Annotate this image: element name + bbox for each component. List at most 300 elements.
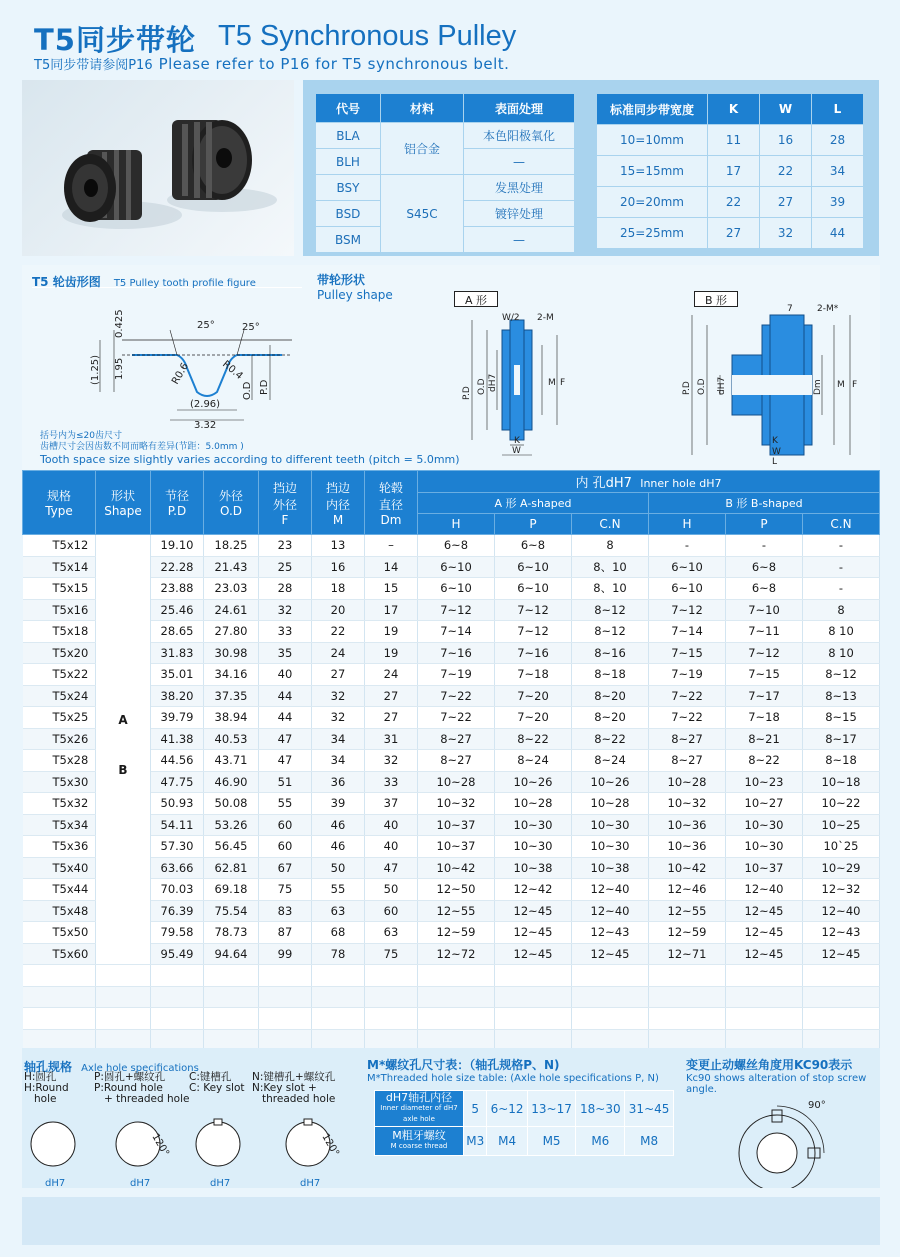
- value-cell: 8~13: [803, 685, 880, 707]
- b-dim-k: K: [772, 436, 778, 446]
- threaded-table: [374, 1090, 674, 1156]
- value-cell: 50: [365, 879, 418, 901]
- value-cell: 10~18: [803, 771, 880, 793]
- pulley-shape-label-cn: 带轮形状: [317, 273, 366, 287]
- value-cell: 22: [312, 621, 365, 643]
- treatment-cell: 本色阳极氧化: [464, 123, 575, 149]
- type-cell: T5x50: [23, 922, 96, 944]
- empty-cell: [649, 986, 726, 1008]
- width-value-cell: 22: [760, 156, 812, 187]
- empty-cell: [495, 1008, 572, 1030]
- shape-b: B: [118, 762, 128, 777]
- empty-cell: [23, 965, 96, 987]
- value-cell: 78.73: [204, 922, 259, 944]
- value-cell: 38.20: [151, 685, 204, 707]
- value-cell: 10~42: [649, 857, 726, 879]
- code-cell: BSY: [316, 175, 381, 201]
- value-cell: 56.45: [204, 836, 259, 858]
- value-cell: 24: [365, 664, 418, 686]
- value-cell: 12~46: [649, 879, 726, 901]
- empty-cell: [23, 1008, 96, 1030]
- value-cell: 7~19: [418, 664, 495, 686]
- value-cell: 18.25: [204, 535, 259, 557]
- value-cell: 35.01: [151, 664, 204, 686]
- value-cell: 8~18: [803, 750, 880, 772]
- axle-hole-circle: [196, 1122, 240, 1166]
- value-cell: 63: [365, 922, 418, 944]
- dim-angle-right: 25°: [242, 322, 260, 333]
- dim-r06: R0.6: [170, 361, 192, 387]
- product-photo: [22, 80, 294, 256]
- note-cn-1: 括号内为≤20齿尺寸: [40, 431, 122, 441]
- value-cell: 12~59: [418, 922, 495, 944]
- value-cell: 15: [365, 578, 418, 600]
- dim-od: O.D: [242, 381, 253, 400]
- value-cell: 83: [259, 900, 312, 922]
- axle-hole-circle: [31, 1122, 75, 1166]
- treatment-cell: —: [464, 149, 575, 175]
- dim-195: 1.95: [114, 357, 125, 380]
- a-dim-od: O.D: [477, 378, 487, 395]
- th-shape: [96, 471, 151, 535]
- value-cell: 10~30: [572, 814, 649, 836]
- axle-type-cn: P:圆孔+螺纹孔: [94, 1071, 166, 1083]
- value-cell: 25: [259, 556, 312, 578]
- value-cell: 23.03: [204, 578, 259, 600]
- value-cell: 7~20: [495, 685, 572, 707]
- value-cell: 10~28: [418, 771, 495, 793]
- value-cell: 10~37: [726, 857, 803, 879]
- value-cell: 76.39: [151, 900, 204, 922]
- type-cell: T5x36: [23, 836, 96, 858]
- type-cell: T5x44: [23, 879, 96, 901]
- value-cell: 7~17: [726, 685, 803, 707]
- kc90-title-cn: 变更止动螺丝角度用KC90表示: [686, 1058, 853, 1072]
- th-a-cn: C.N: [572, 514, 649, 535]
- value-cell: 75: [259, 879, 312, 901]
- table-row: [23, 879, 880, 901]
- value-cell: 7~14: [649, 621, 726, 643]
- th-type-en: Type: [45, 504, 73, 518]
- value-cell: 19: [365, 621, 418, 643]
- thread-cell: M5: [527, 1127, 576, 1156]
- code-cell: BSD: [316, 201, 381, 227]
- value-cell: 8~17: [803, 728, 880, 750]
- value-cell: 39.79: [151, 707, 204, 729]
- th-b-shaped: B 形 B-shaped: [649, 493, 880, 514]
- material-table: [315, 93, 575, 253]
- value-cell: 38.94: [204, 707, 259, 729]
- value-cell: 24.61: [204, 599, 259, 621]
- value-cell: 12~45: [495, 922, 572, 944]
- value-cell: 10`25: [803, 836, 880, 858]
- treatment-cell: 发黑处理: [464, 175, 575, 201]
- type-cell: T5x40: [23, 857, 96, 879]
- dim-296: (2.96): [190, 399, 221, 410]
- axle-type-en1: N:Key slot +: [252, 1082, 317, 1094]
- value-cell: 27: [312, 664, 365, 686]
- b-dim-7: 7: [787, 304, 793, 314]
- value-cell: 8: [572, 535, 649, 557]
- table-row: [23, 750, 880, 772]
- value-cell: 7~22: [418, 685, 495, 707]
- axle-dh7-label: dH7: [130, 1178, 151, 1189]
- value-cell: 19: [365, 642, 418, 664]
- width-row: [597, 156, 864, 187]
- type-cell: T5x15: [23, 578, 96, 600]
- value-cell: 94.64: [204, 943, 259, 965]
- threaded-row1-head: [375, 1091, 464, 1127]
- value-cell: 8~16: [572, 642, 649, 664]
- belt-width-cell: 10=10mm: [597, 125, 708, 156]
- tooth-profile-label-en: T5 Pulley tooth profile figure: [113, 278, 256, 289]
- value-cell: 8~22: [572, 728, 649, 750]
- table-row: [23, 664, 880, 686]
- value-cell: 14: [365, 556, 418, 578]
- value-cell: 44: [259, 685, 312, 707]
- dia-cell: 13~17: [527, 1091, 576, 1127]
- dim-332: 3.32: [194, 420, 217, 430]
- value-cell: 46.90: [204, 771, 259, 793]
- type-cell: T5x26: [23, 728, 96, 750]
- value-cell: 67: [259, 857, 312, 879]
- axle-type-en2: hole: [34, 1093, 57, 1105]
- width-table: [596, 93, 864, 249]
- page-title-cn: T5同步带轮: [34, 23, 196, 57]
- thread-cell: M4: [487, 1127, 527, 1156]
- a-dim-f: F: [560, 378, 566, 388]
- value-cell: 12~45: [726, 900, 803, 922]
- b-dim-m: M: [837, 380, 845, 390]
- th-od-en: O.D: [219, 504, 242, 518]
- b-dim-2m: 2-M*: [817, 304, 839, 314]
- empty-cell: [204, 986, 259, 1008]
- code-cell: BLH: [316, 149, 381, 175]
- tooth-profile-diagram: [82, 300, 322, 430]
- table-row: [23, 857, 880, 879]
- table-row: [23, 685, 880, 707]
- th-od-cn: 外径: [218, 489, 243, 503]
- value-cell: 10~36: [649, 836, 726, 858]
- value-cell: 95.49: [151, 943, 204, 965]
- value-cell: 8~24: [495, 750, 572, 772]
- value-cell: 32: [312, 707, 365, 729]
- code-cell: BSM: [316, 227, 381, 253]
- b-dim-l: L: [772, 457, 778, 465]
- dia-cell: 18~30: [576, 1091, 625, 1127]
- treatment-cell: —: [464, 227, 575, 253]
- axle-dh7-label: dH7: [210, 1178, 231, 1189]
- value-cell: 8~22: [726, 750, 803, 772]
- value-cell: 6~10: [649, 556, 726, 578]
- axle-type-en1: H:Round: [24, 1082, 69, 1094]
- a-dim-dh7: dH7: [488, 373, 498, 392]
- empty-cell: [649, 965, 726, 987]
- axle-title-en: Axle hole specifications: [81, 1063, 199, 1074]
- dim-125: (1.25): [90, 354, 101, 385]
- empty-cell: [365, 1008, 418, 1030]
- dim-angle-left: 25°: [197, 320, 215, 331]
- empty-cell: [96, 986, 151, 1008]
- width-value-cell: 32: [760, 218, 812, 249]
- value-cell: 6~8: [418, 535, 495, 557]
- axle-type-en2: threaded hole: [262, 1093, 336, 1105]
- th-shape-en: Shape: [104, 504, 142, 518]
- threaded-row2-head: [375, 1127, 464, 1156]
- value-cell: 6~10: [495, 556, 572, 578]
- value-cell: 12~45: [495, 900, 572, 922]
- dia-cell: 6~12: [487, 1091, 527, 1127]
- table-row: [23, 535, 880, 557]
- value-cell: 50.08: [204, 793, 259, 815]
- value-cell: 8~12: [572, 621, 649, 643]
- th-shape-cn: 形状: [110, 489, 135, 503]
- value-cell: 69.18: [204, 879, 259, 901]
- axle-title-cn: 轴孔规格: [24, 1060, 73, 1074]
- value-cell: 7~11: [726, 621, 803, 643]
- th-dm-en: Dm: [380, 512, 402, 527]
- subtitle-cn: T5同步带请参阅P16: [34, 58, 153, 73]
- empty-cell: [803, 986, 880, 1008]
- value-cell: 8 10: [803, 642, 880, 664]
- value-cell: 40.53: [204, 728, 259, 750]
- value-cell: 8~27: [649, 750, 726, 772]
- type-cell: T5x18: [23, 621, 96, 643]
- dia-cell: 5: [464, 1091, 487, 1127]
- value-cell: 10~37: [418, 814, 495, 836]
- value-cell: 30.98: [204, 642, 259, 664]
- value-cell: 10~25: [803, 814, 880, 836]
- table-row: [23, 836, 880, 858]
- empty-cell: [312, 965, 365, 987]
- value-cell: 55: [259, 793, 312, 815]
- a-shape-label: A 形: [454, 291, 498, 307]
- value-cell: 10~30: [572, 836, 649, 858]
- value-cell: 32: [259, 599, 312, 621]
- axle-type-en1: C: Key slot: [189, 1082, 245, 1094]
- value-cell: 7~15: [726, 664, 803, 686]
- value-cell: 12~40: [572, 879, 649, 901]
- dia-cell: 31~45: [625, 1091, 674, 1127]
- value-cell: 12~45: [572, 943, 649, 965]
- value-cell: -: [803, 535, 880, 557]
- width-value-cell: 27: [760, 187, 812, 218]
- value-cell: -: [803, 556, 880, 578]
- value-cell: 10~38: [572, 857, 649, 879]
- empty-cell: [418, 1008, 495, 1030]
- value-cell: 21.43: [204, 556, 259, 578]
- empty-cell: [649, 1008, 726, 1030]
- th-pd: [151, 471, 204, 535]
- empty-cell: [572, 1008, 649, 1030]
- value-cell: 7~18: [726, 707, 803, 729]
- value-cell: 37.35: [204, 685, 259, 707]
- value-cell: 10~42: [418, 857, 495, 879]
- empty-cell: [204, 1008, 259, 1030]
- value-cell: 10~32: [649, 793, 726, 815]
- axle-type-cn: H:圆孔: [24, 1071, 57, 1083]
- value-cell: 7~10: [726, 599, 803, 621]
- th-pd-en: P.D: [167, 504, 187, 518]
- value-cell: 39: [312, 793, 365, 815]
- b-dim-od: O.D: [697, 378, 707, 395]
- value-cell: 46: [312, 836, 365, 858]
- empty-cell: [365, 986, 418, 1008]
- value-cell: 25.46: [151, 599, 204, 621]
- value-cell: 50: [312, 857, 365, 879]
- width-value-cell: 11: [708, 125, 760, 156]
- value-cell: 10~22: [803, 793, 880, 815]
- value-cell: 17: [365, 599, 418, 621]
- axle-type-en1: P:Round hole: [94, 1082, 163, 1094]
- value-cell: 63: [312, 900, 365, 922]
- spec-table: [22, 470, 880, 1094]
- axle-dh7-label: dH7: [300, 1178, 321, 1189]
- value-cell: 51: [259, 771, 312, 793]
- table-row: [23, 556, 880, 578]
- value-cell: 6~10: [495, 578, 572, 600]
- value-cell: 7~12: [495, 599, 572, 621]
- th-f-cn: 挡边外径: [272, 480, 297, 512]
- width-value-cell: 17: [708, 156, 760, 187]
- th-a-shaped: A 形 A-shaped: [418, 493, 649, 514]
- th-m-cn: 挡边内径: [325, 480, 350, 512]
- value-cell: 8~12: [572, 599, 649, 621]
- empty-cell: [803, 1008, 880, 1030]
- value-cell: 7~19: [649, 664, 726, 686]
- value-cell: –: [365, 535, 418, 557]
- value-cell: 7~22: [649, 685, 726, 707]
- treatment-cell: 镀锌处理: [464, 201, 575, 227]
- value-cell: 19.10: [151, 535, 204, 557]
- bottom-panel: [22, 1048, 880, 1188]
- value-cell: 23.88: [151, 578, 204, 600]
- empty-cell: [365, 965, 418, 987]
- th-od: [204, 471, 259, 535]
- tooth-profile-header: [32, 271, 302, 288]
- value-cell: 40: [259, 664, 312, 686]
- empty-cell: [572, 986, 649, 1008]
- value-cell: 63.66: [151, 857, 204, 879]
- table-row: [23, 642, 880, 664]
- value-cell: 28: [259, 578, 312, 600]
- width-value-cell: 39: [812, 187, 864, 218]
- thread-cell: M6: [576, 1127, 625, 1156]
- a-shape-diagram: [442, 310, 592, 460]
- value-cell: 55: [312, 879, 365, 901]
- value-cell: 44: [259, 707, 312, 729]
- a-dim-k: K: [514, 436, 520, 446]
- th-f-en: F: [281, 512, 289, 527]
- value-cell: 12~43: [572, 922, 649, 944]
- empty-cell: [418, 986, 495, 1008]
- value-cell: 10~26: [572, 771, 649, 793]
- a-dim-pd: P.D: [462, 386, 472, 400]
- code-cell: BLA: [316, 123, 381, 149]
- value-cell: 10~28: [572, 793, 649, 815]
- table-row: [23, 578, 880, 600]
- value-cell: -: [803, 578, 880, 600]
- value-cell: 10~30: [726, 814, 803, 836]
- value-cell: 47: [365, 857, 418, 879]
- axle-type-0: [24, 1072, 69, 1105]
- value-cell: 8、10: [572, 578, 649, 600]
- value-cell: 7~12: [418, 599, 495, 621]
- dim-pd: P.D: [259, 379, 270, 395]
- empty-cell: [312, 1008, 365, 1030]
- width-value-cell: 44: [812, 218, 864, 249]
- material-cell: 铝合金: [381, 123, 464, 175]
- value-cell: 47: [259, 750, 312, 772]
- width-row: [597, 187, 864, 218]
- empty-cell: [151, 965, 204, 987]
- value-cell: 10~23: [726, 771, 803, 793]
- shape-a: A: [118, 712, 128, 727]
- value-cell: 8~20: [572, 707, 649, 729]
- value-cell: 12~72: [418, 943, 495, 965]
- value-cell: 12~43: [803, 922, 880, 944]
- type-cell: T5x20: [23, 642, 96, 664]
- table-row: [23, 771, 880, 793]
- type-cell: T5x22: [23, 664, 96, 686]
- shape-cell: [96, 535, 151, 965]
- axle-types: [24, 1072, 364, 1112]
- threaded-title-cn: M*螺纹孔尺寸表：（轴孔规格P、N): [367, 1058, 560, 1072]
- empty-cell: [726, 986, 803, 1008]
- value-cell: 10~26: [495, 771, 572, 793]
- col-belt-width: 标准同步带宽度: [597, 94, 708, 125]
- b-dim-w: W: [772, 447, 781, 457]
- b-dim-dm: Dm: [813, 379, 823, 395]
- a-dim-m: M: [548, 378, 556, 388]
- value-cell: 12~40: [572, 900, 649, 922]
- type-cell: T5x16: [23, 599, 96, 621]
- axle-type-1: [94, 1072, 189, 1105]
- threaded-row1-head-cn: dH7轴孔内径: [385, 1091, 453, 1104]
- value-cell: 27.80: [204, 621, 259, 643]
- tooth-profile-label-cn: T5 轮齿形图: [32, 275, 101, 289]
- table-row: [23, 922, 880, 944]
- value-cell: 28.65: [151, 621, 204, 643]
- table-row: [23, 814, 880, 836]
- value-cell: 31.83: [151, 642, 204, 664]
- width-row: [597, 125, 864, 156]
- value-cell: 60: [259, 836, 312, 858]
- value-cell: 37: [365, 793, 418, 815]
- value-cell: 10~28: [649, 771, 726, 793]
- b-dim-pd: P.D: [682, 381, 692, 395]
- value-cell: 7~12: [495, 621, 572, 643]
- value-cell: 12~42: [495, 879, 572, 901]
- th-b-p: P: [726, 514, 803, 535]
- a-dim-2m: 2-M: [537, 313, 554, 323]
- type-cell: T5x25: [23, 707, 96, 729]
- value-cell: 12~59: [649, 922, 726, 944]
- type-cell: T5x60: [23, 943, 96, 965]
- value-cell: 40: [365, 836, 418, 858]
- col-k: K: [708, 94, 760, 125]
- value-cell: 12~45: [495, 943, 572, 965]
- value-cell: 12~50: [418, 879, 495, 901]
- value-cell: 75: [365, 943, 418, 965]
- value-cell: 47.75: [151, 771, 204, 793]
- empty-cell: [151, 986, 204, 1008]
- threaded-header: [367, 1056, 659, 1084]
- belt-width-cell: 20=20mm: [597, 187, 708, 218]
- empty-cell: [312, 986, 365, 1008]
- empty-cell: [23, 986, 96, 1008]
- th-a-p: P: [495, 514, 572, 535]
